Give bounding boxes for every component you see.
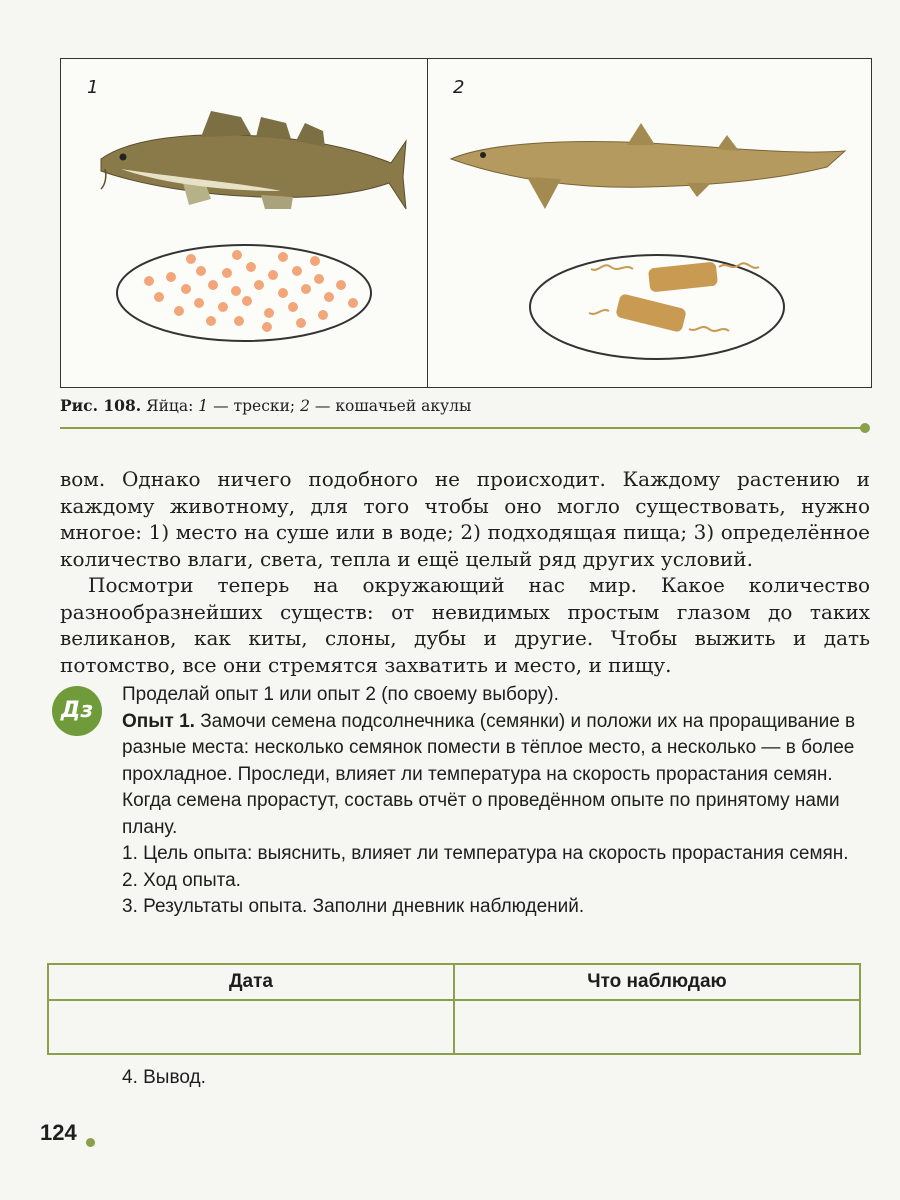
figure-caption bbox=[60, 396, 471, 415]
table-header-row bbox=[48, 964, 860, 1000]
panel-number: 1 bbox=[87, 77, 99, 98]
cod-illustration bbox=[61, 59, 427, 389]
experiment-paragraph bbox=[122, 709, 867, 842]
experiment-text: Замочи семена подсолнечника (семянки) и положи их на проращивание в разные места: несколько семянок помести в тёплое место, а несколько — в более прохладное. Проследи, влияет ли температура на скорость прорастания семян. Когда семена прорастут, составь отчёт о проведённом опыте по принятому нами плану. bbox=[122, 710, 856, 838]
caption-part1: — трески; bbox=[213, 397, 296, 415]
step-3: 3. Результаты опыта. Заполни дневник наблюдений. bbox=[122, 896, 585, 917]
step-4: 4. Вывод. bbox=[122, 1067, 206, 1088]
caption-part2: — кошачьей акулы bbox=[314, 397, 472, 415]
homework-intro: Проделай опыт 1 или опыт 2 (по своему выбору). bbox=[122, 684, 559, 705]
header-date: Дата bbox=[48, 964, 454, 1000]
homework-section bbox=[122, 682, 867, 921]
observation-cell[interactable] bbox=[454, 1000, 860, 1054]
figure-panel-shark bbox=[427, 59, 870, 387]
caption-label: Рис. 108. bbox=[60, 396, 142, 415]
shark-illustration bbox=[427, 59, 870, 389]
table-row bbox=[48, 1000, 860, 1054]
caption-num1: 1 bbox=[198, 397, 209, 415]
paragraph-1: вом. Однако ничего подобного не происходит. Каждому растению и каждому животному, для того чтобы оно могло существовать, нужно многое: 1) место на суше или в воде; 2) подходящая пища; 3) определённое количество влаги, света, тепла и ещё целый ряд других условий. bbox=[60, 467, 870, 571]
panel-number: 2 bbox=[453, 77, 465, 98]
cod-roe-outline bbox=[117, 245, 371, 341]
step-2: 2. Ход опыта. bbox=[122, 869, 241, 891]
date-cell[interactable] bbox=[48, 1000, 454, 1054]
shark-fish-icon bbox=[451, 123, 845, 209]
homework-badge-icon: Дз bbox=[52, 686, 102, 736]
step-1: 1. Цель опыта: выяснить, влияет ли температура на скорость прорастания семян. bbox=[122, 843, 849, 864]
caption-num2: 2 bbox=[300, 397, 310, 415]
cod-fish-icon bbox=[101, 111, 406, 209]
page-number-dot bbox=[86, 1138, 95, 1147]
section-rule bbox=[60, 427, 866, 429]
rule-dot bbox=[860, 423, 870, 433]
header-observation: Что наблюдаю bbox=[454, 964, 860, 1000]
observation-diary-table bbox=[47, 963, 861, 1055]
caption-text: Яйца: bbox=[146, 397, 194, 415]
page-number: 124 bbox=[40, 1120, 77, 1145]
figure-panel-cod bbox=[61, 59, 428, 387]
experiment-label: Опыт 1. bbox=[122, 710, 195, 732]
figure-108 bbox=[60, 58, 872, 388]
body-text bbox=[60, 466, 870, 678]
paragraph-2: Посмотри теперь на окружающий нас мир. Какое количество разнообразнейших существ: от невидимых простым глазом до таких великанов, как киты, слоны, дубы и другие. Чтобы выжить и дать потомство, все они стремятся захватить и место, и пищу. bbox=[60, 573, 870, 677]
